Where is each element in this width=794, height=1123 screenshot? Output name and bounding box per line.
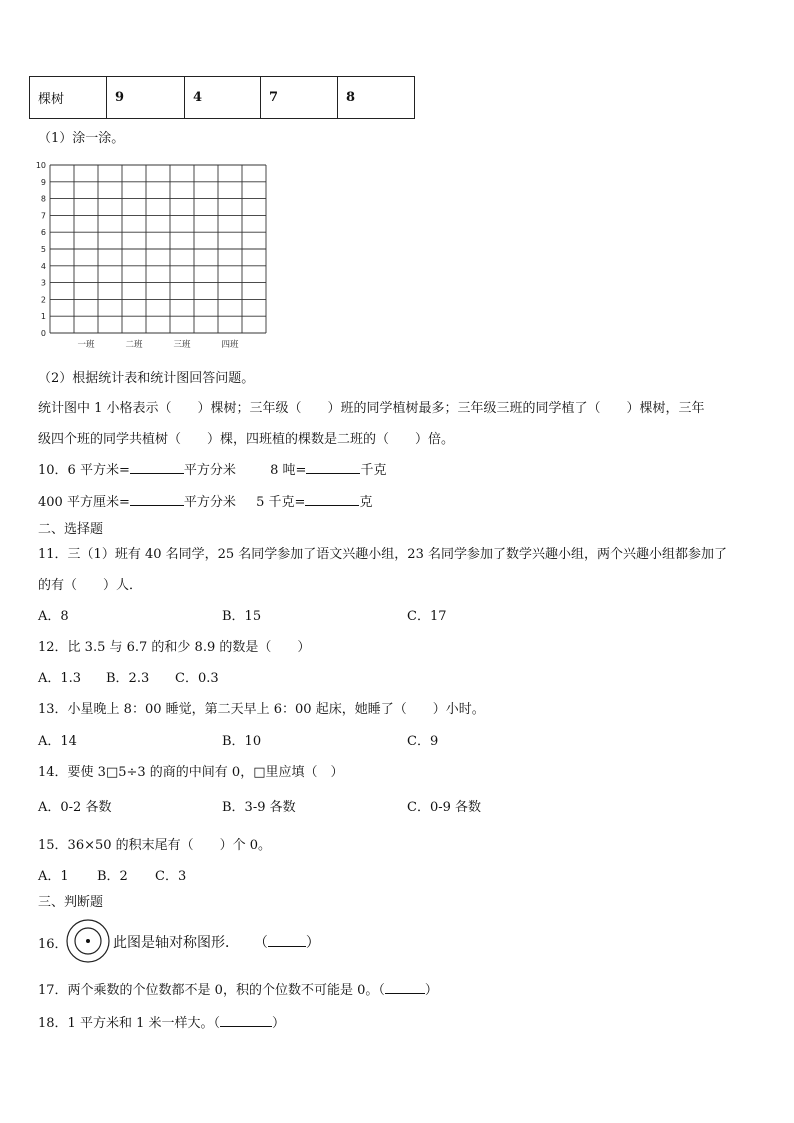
paren-open: （ xyxy=(253,935,268,951)
x-category-label: 三班 xyxy=(173,340,191,350)
q18-line xyxy=(38,1012,285,1031)
q18-text: 18．1 平方米和 1 米一样大。（ xyxy=(38,1016,220,1031)
paren-close: ） xyxy=(424,983,438,998)
q9-line2: 级四个班的同学共植树（ ）棵，四班植的棵数是二班的（ ）倍。 xyxy=(38,432,455,447)
option-c[interactable]: C．17 xyxy=(407,609,447,624)
option-b[interactable]: B．15 xyxy=(222,609,262,624)
q16-text xyxy=(113,932,320,952)
option-c[interactable]: C．3 xyxy=(155,869,187,884)
q14-text: 14．要使 3□5÷3 的商的中间有 0，□里应填（ ） xyxy=(38,765,344,780)
option-a[interactable]: A．8 xyxy=(38,609,69,624)
x-category-label: 四班 xyxy=(221,340,239,350)
table-cell: 9 xyxy=(107,77,185,119)
y-tick-label: 5 xyxy=(40,245,46,254)
option-b[interactable]: B．10 xyxy=(222,734,262,749)
bar-chart-grid xyxy=(28,155,278,355)
y-tick-label: 8 xyxy=(40,194,46,204)
y-tick-label: 4 xyxy=(40,261,46,271)
x-category-label: 二班 xyxy=(125,340,143,350)
table-cell: 7 xyxy=(261,77,338,119)
table-cell: 4 xyxy=(185,77,261,119)
q9-line1: 统计图中 1 小格表示（ ）棵树；三年级（ ）班的同学植树最多；三年级三班的同学植了（ ）棵树，三年 xyxy=(38,401,705,416)
answer-blank[interactable] xyxy=(130,493,184,506)
answer-blank[interactable] xyxy=(130,461,184,474)
answer-blank[interactable] xyxy=(306,461,360,474)
paren-close: ） xyxy=(271,1016,285,1031)
y-tick-label: 9 xyxy=(40,177,46,187)
q10-text: 5 千克= xyxy=(256,495,306,510)
q13-text: 13．小星晚上 8：00 睡觉，第二天早上 6：00 起床，她睡了（ ）小时。 xyxy=(38,702,485,717)
table-row-label: 棵树 xyxy=(30,77,107,119)
answer-blank[interactable] xyxy=(385,981,425,994)
y-tick-label: 7 xyxy=(40,211,46,221)
y-tick-label: 2 xyxy=(40,295,46,305)
answer-blank[interactable] xyxy=(220,1014,272,1027)
option-c[interactable]: C．0.3 xyxy=(175,671,219,686)
concentric-circles-figure xyxy=(65,918,111,964)
tree-count-table xyxy=(29,76,415,119)
y-tick-label: 10 xyxy=(35,161,46,170)
q10-text: 平方分米 xyxy=(183,495,236,510)
q16-statement: 此图是轴对称图形． xyxy=(113,935,239,951)
option-a[interactable]: A．1 xyxy=(38,869,69,884)
option-a[interactable]: A．1.3 xyxy=(38,671,82,686)
option-a[interactable]: A．0-2 各数 xyxy=(38,800,112,815)
option-c[interactable]: C．9 xyxy=(407,734,439,749)
x-category-label: 一班 xyxy=(77,340,95,350)
section-title-judge: 三、判断题 xyxy=(38,895,104,910)
q10-text: 8 吨= xyxy=(270,463,307,478)
q11-line2: 的有（ ）人． xyxy=(38,578,143,593)
option-b[interactable]: B．3-9 各数 xyxy=(222,800,296,815)
q9-part2: （2）根据统计表和统计图回答问题。 xyxy=(38,371,255,386)
q10-line2 xyxy=(38,491,372,510)
y-tick-label: 0 xyxy=(40,329,46,338)
y-tick-label: 1 xyxy=(40,312,46,322)
q16-number: 16． xyxy=(38,937,68,952)
answer-blank[interactable] xyxy=(305,493,359,506)
q12-text: 12．比 3.5 与 6.7 的和少 8.9 的数是（ ） xyxy=(38,640,311,655)
q10-text: 千克 xyxy=(360,463,387,478)
option-a[interactable]: A．14 xyxy=(38,734,77,749)
y-tick-label: 6 xyxy=(40,228,46,238)
q10-text: 10．6 平方米= xyxy=(38,463,130,478)
option-c[interactable]: C．0-9 各数 xyxy=(407,800,482,815)
q15-text: 15．36×50 的积末尾有（ ）个 0。 xyxy=(38,838,272,853)
section-title-choice: 二、选择题 xyxy=(38,522,104,537)
q10-line1 xyxy=(38,459,386,478)
q17-line xyxy=(38,979,438,998)
q17-text: 17．两个乘数的个位数都不是 0，积的个位数不可能是 0。（ xyxy=(38,983,385,998)
q10-text: 400 平方厘米= xyxy=(38,495,130,510)
q10-text: 克 xyxy=(359,495,373,510)
option-b[interactable]: B．2 xyxy=(97,869,128,884)
q11-line1: 11．三（1）班有 40 名同学，25 名同学参加了语文兴趣小组，23 名同学参加了数学兴趣小组，两个兴趣小组都参加了 xyxy=(38,547,727,562)
paren-close: ） xyxy=(305,935,320,951)
y-tick-label: 3 xyxy=(40,278,46,288)
answer-blank[interactable] xyxy=(268,934,306,947)
table-cell: 8 xyxy=(338,77,415,119)
option-b[interactable]: B．2.3 xyxy=(106,671,150,686)
table-row xyxy=(30,77,415,119)
q9-part1: （1）涂一涂。 xyxy=(38,131,125,146)
q10-text: 平方分米 xyxy=(183,463,236,478)
